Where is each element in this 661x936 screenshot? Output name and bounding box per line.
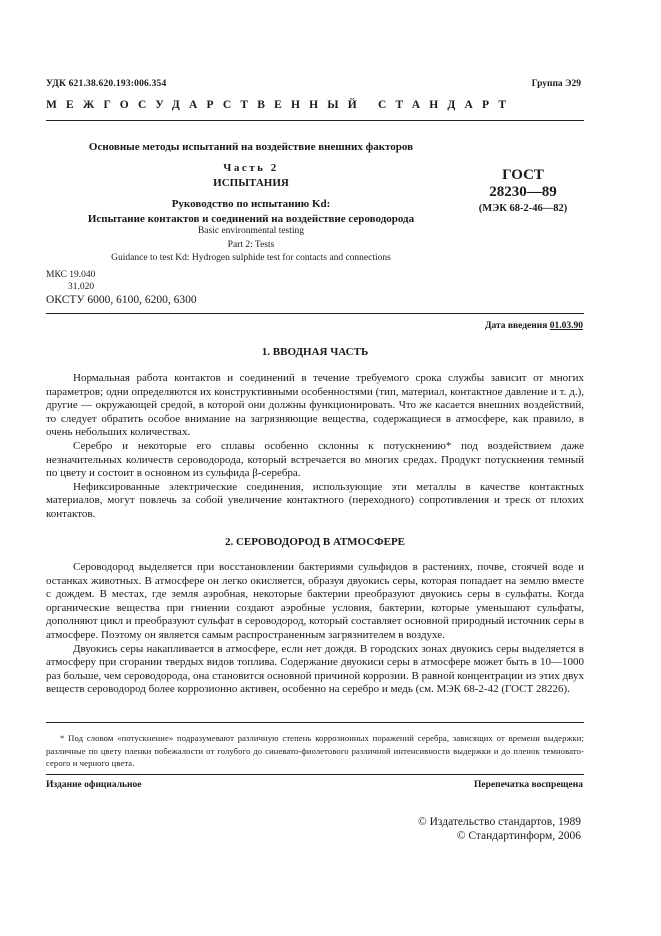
okstu-codes: ОКСТУ 6000, 6100, 6200, 6300 [46,294,197,306]
udk-code: УДК 621.38.620.193:006.354 [46,79,167,89]
header-rule [46,120,584,121]
title-block [46,140,456,227]
section-1-paragraph: Серебро и некоторые его сплавы особенно склонны к потускнению* под воздействием даже незначительных количеств сероводорода, который встречается во многих средах. Продукт потускнения темный по цвету и состоит в основном из сульфида β-серебра. [46,439,584,480]
section-2-paragraph: Сероводород выделяется при восстановлении бактериями сульфидов в растениях, почве, стоячей воде и останках животных. В атмосфере он легко окисляется, образуя двуокись серы, которая попадает на землю вместе с дождем. В местах, где земля аэробная, некоторые бактерии преобразуют двуокись серы в сульфаты. Когда органические вещества при гниении создают аэробные условия, бактерии, которые уменьшают сульфаты, дополняют цикл и преобразуют сульфат в сероводород, который составляет основной природный источник серы в атмосфере. Поэтому он является самым распространенным загрязнителем в воздухе. [46,561,584,641]
copyright-block [418,815,581,843]
title-subject: Испытание контактов и соединений на воздействие сероводорода [87,213,415,225]
date-of-introduction [485,321,583,331]
title-line-1: Основные методы испытаний на воздействие внешних факторов [88,141,414,153]
gost-designation [462,167,584,216]
footnote-text: * Под словом «потускнение» подразумевают различную степень коррозионных поражений серебра, зависящих от времени выдержки; различные по цвету пленки побежалости от голубого до синевато-фиолетового различной интенсивности выдержки и до пленок темновато-серого и черного цвета. [46,733,584,768]
section-2-paragraph: Двуокись серы накапливается в атмосфере, если нет дождя. В городских зонах двуокись серы выделяется в атмосферу при сгорании твердых видов топлива. Содержание двуокиси серы в атмосфере может быть в 10—1000 раз больше, чем сероводорода, она становится основной причиной коррозии. В равной концентрации из этих двух веществ сероводород более коррозионно активен, особенно на серебро и медь (см. МЭК 68-2-42 (ГОСТ 28226). [46,642,584,696]
title-part: Часть 2 [223,162,279,174]
section-2-body [46,561,584,697]
section-1-paragraph: Нефиксированные электрические соединения, использующие эти металлы в качестве контактных материалов, могут повлечь за собой увеличение контактного (переходного) сопротивления и треск от плохих контактов. [46,480,584,520]
english-title [46,225,456,266]
section-1-paragraph: Нормальная работа контактов и соединений в течение требуемого срока службы зависит от многих параметров; одни определяются их конструктивными особенностями (тип, материал, контактное давление и т. д.), другие — окружающей средой, в которой они должны функционировать. Что же касается внешних воздействий, то следует обратить особое внимание на загрязняющие вещества, содержащиеся в атмосфере, как правило, в очень небольших количествах. [46,372,584,439]
reprint-prohibited: Перепечатка воспрещена [473,780,583,790]
mks-line-1: МКС 19.040 [46,270,96,280]
mks-line-2: 31.020 [68,281,95,292]
copyright-line-1: © Издательство стандартов, 1989 [417,816,581,828]
iec-reference: (МЭК 68-2-46—82) [478,203,568,214]
english-title-line-2: Part 2: Tests [227,239,275,250]
group-code: Группа Э29 [531,79,581,89]
section-1-heading: 1. ВВОДНАЯ ЧАСТЬ [261,346,369,358]
section-1-body [46,372,584,522]
classification-rule [46,313,584,314]
date-label: Дата введения [484,321,548,331]
copyright-line-2: © Стандартинформ, 2006 [456,830,581,842]
footer-rule [46,774,584,775]
date-value: 01.03.90 [549,321,583,331]
title-guidance: Руководство по испытанию Kd: [171,198,331,210]
title-tests: ИСПЫТАНИЯ [213,177,289,189]
footnote-rule [46,722,584,723]
standard-banner: МЕЖГОСУДАРСТВЕННЫЙ СТАНДАРТ [46,99,516,111]
official-edition: Издание официальное [46,780,142,790]
gost-label: ГОСТ [502,167,544,183]
mks-codes [46,270,95,293]
english-title-line-3: Guidance to test Kd: Hydrogen sulphide test for contacts and connections [111,253,391,263]
footnote [46,732,584,770]
section-2-heading: 2. СЕРОВОДОРОД В АТМОСФЕРЕ [224,536,406,548]
gost-number: 28230—89 [489,184,557,200]
english-title-line-1: Basic environmental testing [197,226,305,236]
